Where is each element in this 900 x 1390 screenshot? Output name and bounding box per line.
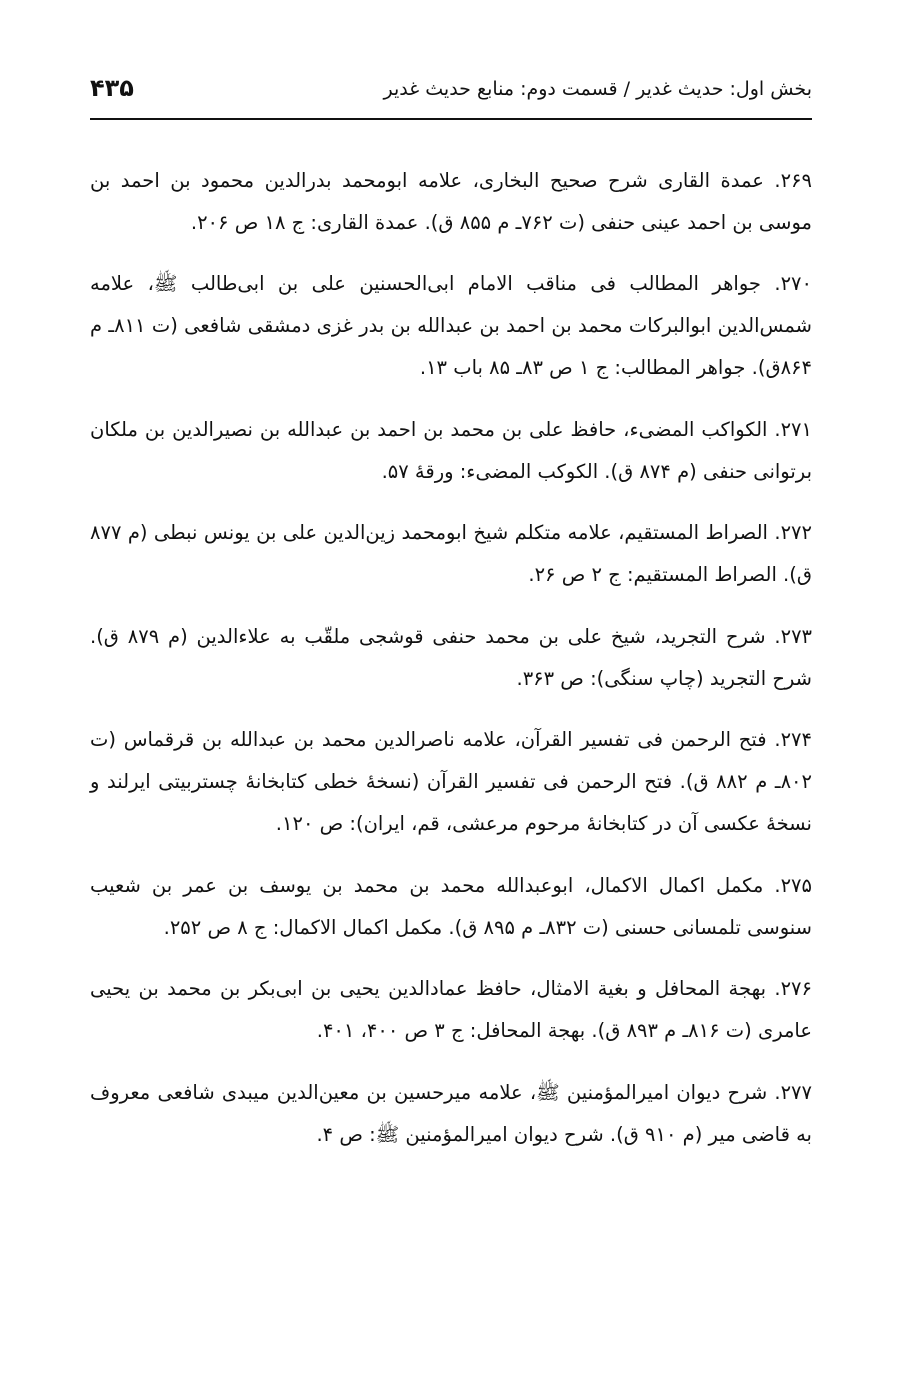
book-page [90,0,812,1390]
page-number: ۴۳۵ [90,74,134,102]
running-header [90,68,812,120]
bibliography-entry-276: ۲۷۶. بهجة المحافل و بغیة الامثال، حافظ عمادالدین یحیی بن ابی‌بکر بن محمد بن یحیی عامری (ت ۸۱۶ـ م ۸۹۳ ق). بهجة المحافل: ج ۳ ص ۴۰۰، ۴۰۱. [90,977,812,1042]
header-title: بخش اول: حدیث غدیر / قسمت دوم: منابع حدیث غدیر [383,78,812,100]
bibliography-entry-274: ۲۷۴. فتح الرحمن فی تفسیر القرآن، علامه ناصرالدین محمد بن عبدالله بن قرقماس (ت ۸۰۲ـ م ۸۸۲ ق). فتح الرحمن فی تفسیر القرآن (نسخهٔ خطی کتابخانهٔ چستربیتی ایرلند و نسخهٔ عکسی آن در کتابخانهٔ مرحوم مرعشی، قم، ایران): ص ۱۲۰. [90,728,812,835]
bibliography-entry-269: ۲۶۹. عمدة القاری شرح صحیح البخاری، علامه ابومحمد بدرالدین محمود بن احمد بن موسی بن احمد عینی حنفی (ت ۷۶۲ـ م ۸۵۵ ق). عمدة القاری: ج ۱۸ ص ۲۰۶. [90,168,812,234]
bibliography-entry-277: ۲۷۷. شرح دیوان امیرالمؤمنین ﷺ، علامه میرحسین بن معین‌الدین میبدی شافعی معروف به قاضی میر (م ۹۱۰ ق). شرح دیوان امیرالمؤمنین ﷺ: ص ۴. [90,1080,812,1146]
bibliography-entry-271: ۲۷۱. الکواکب المضیء، حافظ علی بن محمد بن احمد بن عبدالله بن نصیرالدین بن ملکان برتوانی حنفی (م ۸۷۴ ق). الکوکب المضیء: ورقهٔ ۵۷. [90,417,812,483]
bibliography-entry-273: ۲۷۳. شرح التجرید، شیخ علی بن محمد حنفی قوشجی ملقّب به علاءالدین (م ۸۷۹ ق). شرح التجرید (چاپ سنگی): ص ۳۶۳. [90,624,813,690]
bibliography-entry-270: ۲۷۰. جواهر المطالب فی مناقب الامام ابی‌الحسنین علی بن ابی‌طالب ﷺ، علامه شمس‌الدین ابوالبرکات محمد بن احمد بن عبدالله بن بدر غزی دمشقی شافعی (ت ۸۱۱ـ م ۸۶۴ق). جواهر المطالب: ج ۱ ص ۸۳ـ ۸۵ باب ۱۳. [90,272,812,379]
bibliography-entry-272: ۲۷۲. الصراط المستقیم، علامه متکلم شیخ ابومحمد زین‌الدین علی بن یونس نبطی (م ۸۷۷ ق). الصراط المستقیم: ج ۲ ص ۲۶. [90,521,812,586]
bibliography-entry-275: ۲۷۵. مکمل اکمال الاکمال، ابوعبدالله محمد بن محمد بن یوسف بن عمر بن شعیب سنوسی تلمسانی حسنی (ت ۸۳۲ـ م ۸۹۵ ق). مکمل اکمال الاکمال: ج ۸ ص ۲۵۲. [90,873,812,939]
bibliography-list [90,140,812,1172]
